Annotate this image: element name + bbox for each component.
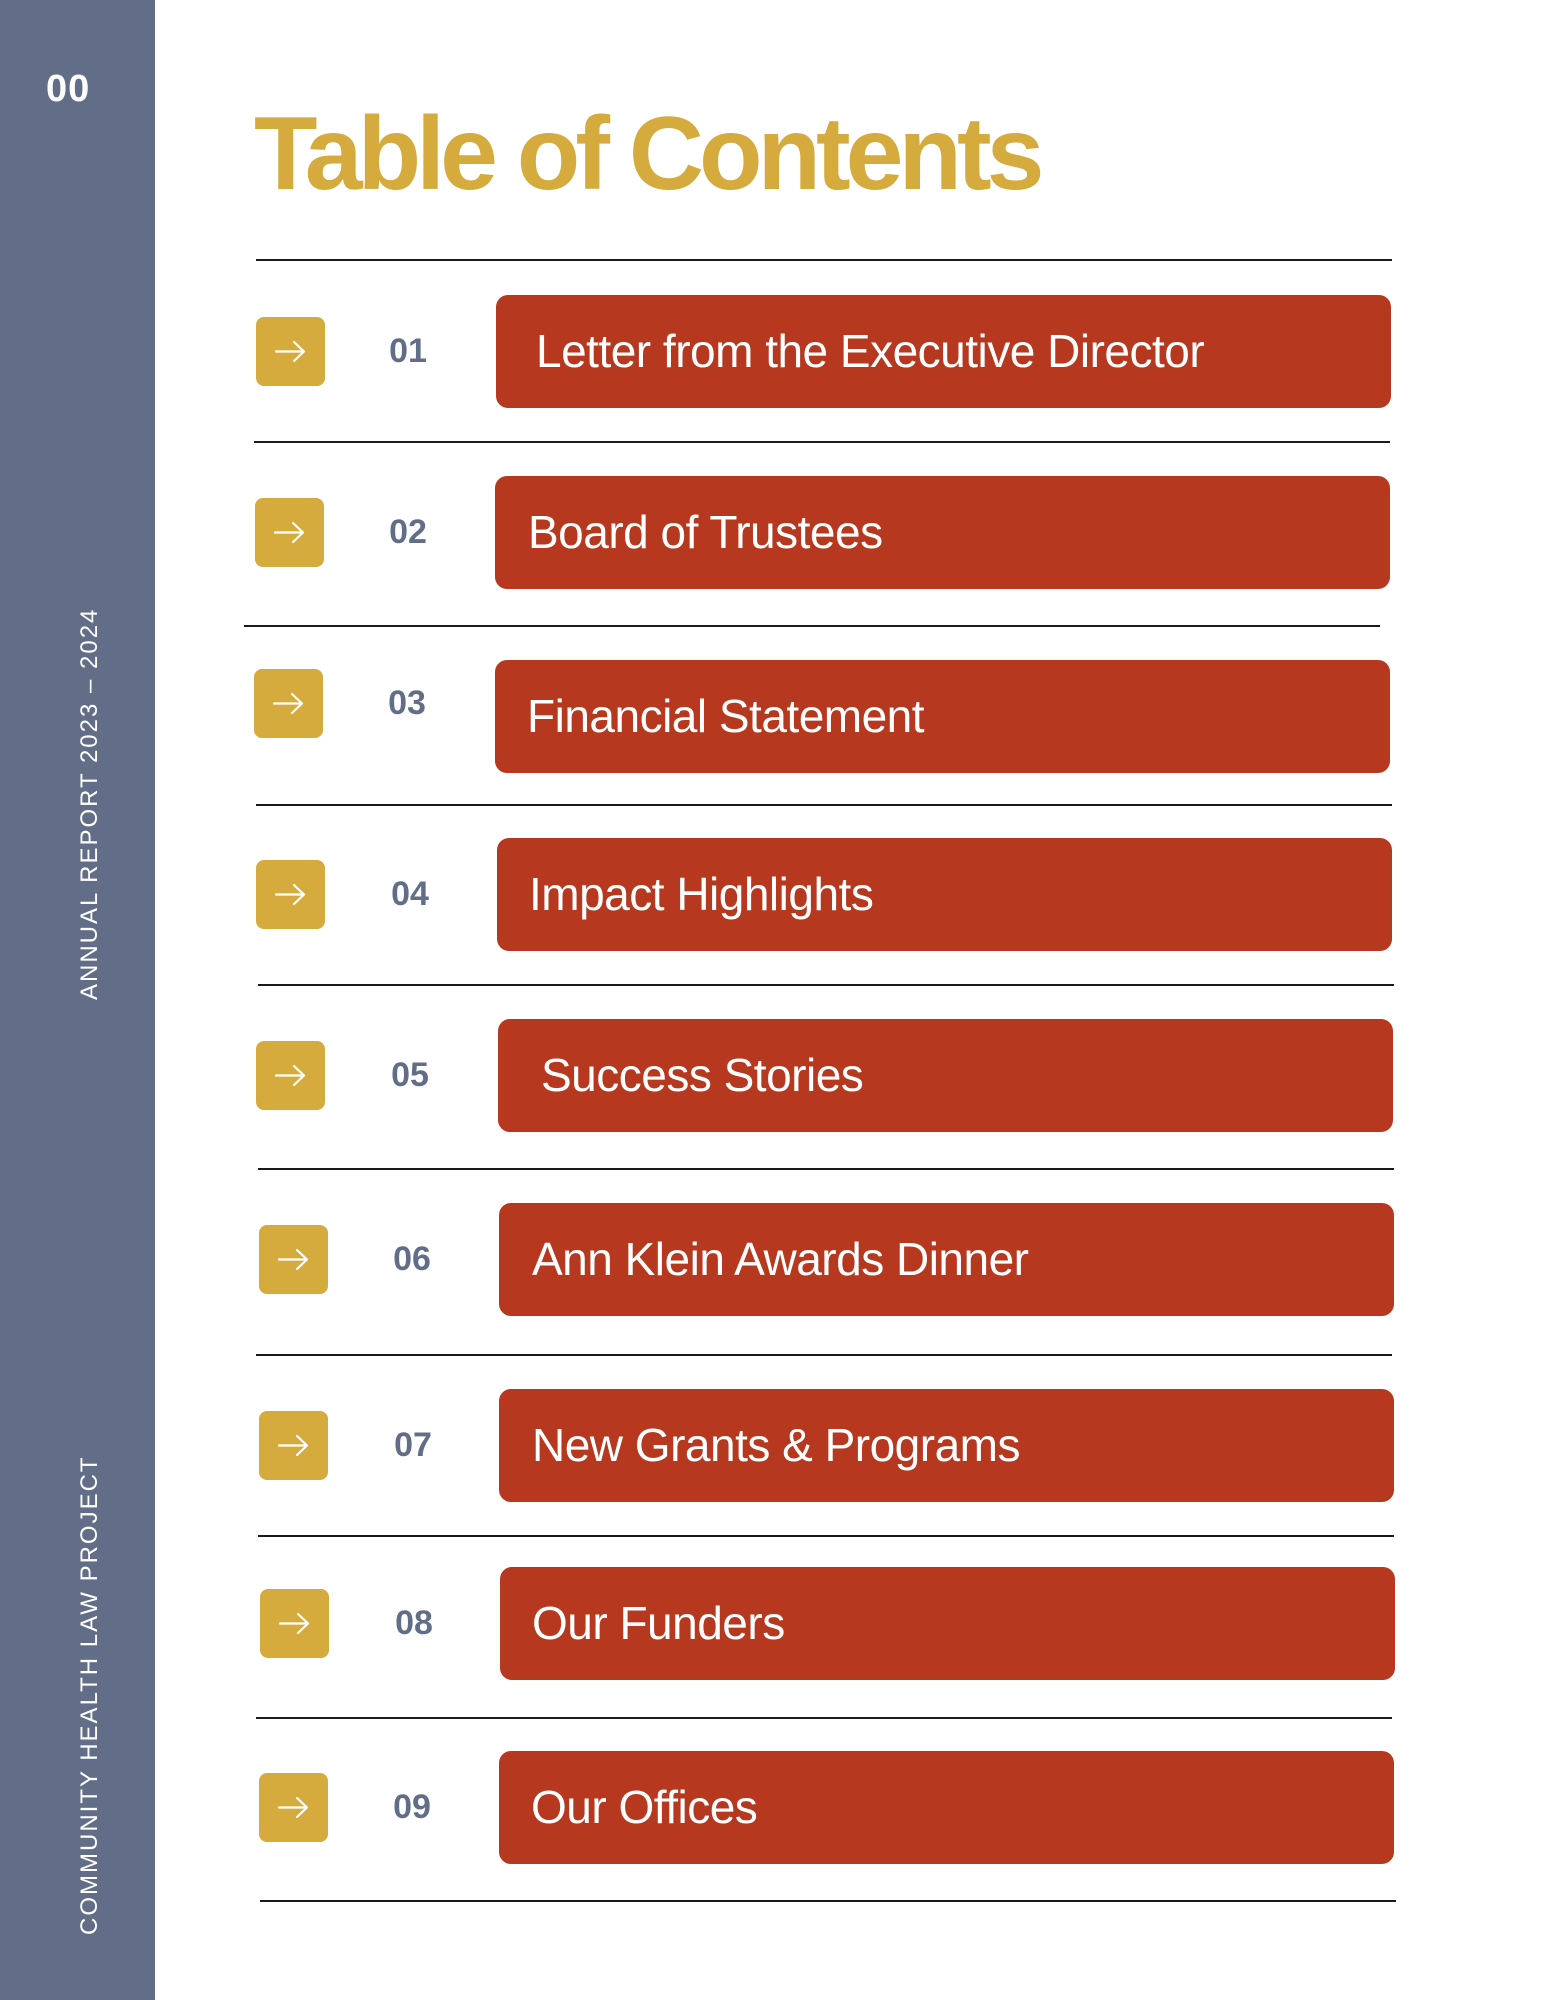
toc-entry-our-offices[interactable]: Our Offices: [499, 1751, 1394, 1864]
divider: [258, 1535, 1394, 1537]
divider: [260, 1900, 1396, 1902]
arrow-right-icon[interactable]: [254, 669, 323, 738]
arrow-right-icon[interactable]: [259, 1225, 328, 1294]
arrow-right-icon[interactable]: [260, 1589, 329, 1658]
divider: [258, 1168, 1394, 1170]
sidebar: [0, 0, 155, 2000]
toc-entry-board-of-trustees[interactable]: Board of Trustees: [495, 476, 1390, 589]
arrow-right-icon[interactable]: [256, 860, 325, 929]
toc-entry-impact-highlights[interactable]: Impact Highlights: [497, 838, 1392, 951]
section-number: 05: [391, 1056, 429, 1094]
divider: [258, 984, 1394, 986]
arrow-right-icon[interactable]: [259, 1773, 328, 1842]
section-number: 03: [388, 684, 426, 722]
divider: [244, 625, 1380, 627]
arrow-right-icon[interactable]: [259, 1411, 328, 1480]
section-number: 04: [391, 875, 429, 913]
page-title: Table of Contents: [254, 96, 1040, 212]
section-number: 08: [395, 1604, 433, 1642]
toc-entry-letter-from-executive-director[interactable]: Letter from the Executive Director: [496, 295, 1391, 408]
toc-entry-success-stories[interactable]: Success Stories: [498, 1019, 1393, 1132]
section-number: 06: [393, 1240, 431, 1278]
divider: [256, 259, 1392, 261]
arrow-right-icon[interactable]: [256, 317, 325, 386]
organization-label: COMMUNITY HEALTH LAW PROJECT: [76, 1455, 103, 1935]
section-number: 02: [389, 513, 427, 551]
arrow-right-icon[interactable]: [255, 498, 324, 567]
report-label: ANNUAL REPORT 2023 – 2024: [76, 607, 103, 1000]
section-number: 07: [394, 1426, 432, 1464]
divider: [256, 804, 1392, 806]
divider: [254, 441, 1390, 443]
toc-entry-new-grants-programs[interactable]: New Grants & Programs: [499, 1389, 1394, 1502]
arrow-right-icon[interactable]: [256, 1041, 325, 1110]
toc-entry-financial-statement[interactable]: Financial Statement: [495, 660, 1390, 773]
page-number: 00: [46, 68, 91, 110]
section-number: 09: [393, 1788, 431, 1826]
divider: [256, 1354, 1392, 1356]
toc-entry-ann-klein-awards-dinner[interactable]: Ann Klein Awards Dinner: [499, 1203, 1394, 1316]
divider: [256, 1717, 1392, 1719]
section-number: 01: [389, 332, 427, 370]
toc-entry-our-funders[interactable]: Our Funders: [500, 1567, 1395, 1680]
